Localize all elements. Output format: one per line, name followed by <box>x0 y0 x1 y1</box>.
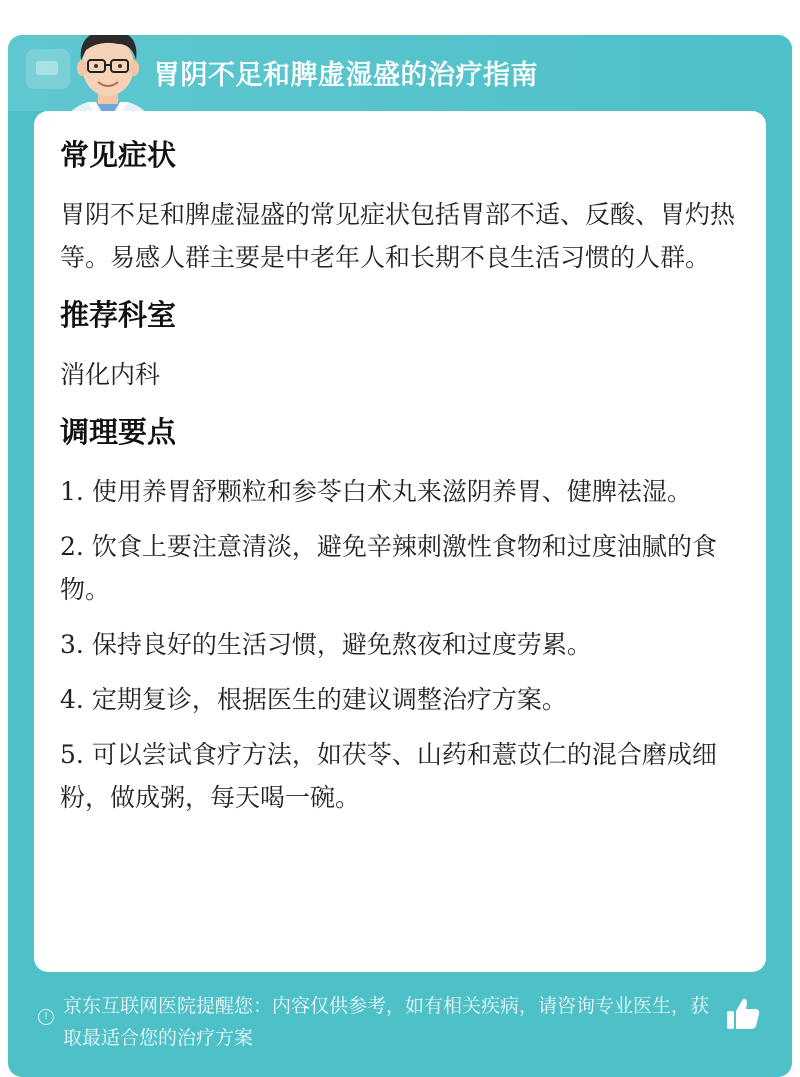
list-item-text: 保持良好的生活习惯，避免熬夜和过度劳累。 <box>91 630 592 659</box>
disclaimer-text: 京东互联网医院提醒您：内容仅供参考，如有相关疾病，请咨询专业医生，获取最适合您的治疗方案 <box>63 995 710 1049</box>
content-card <box>34 111 766 972</box>
list-item-text: 饮食上要注意清淡，避免辛辣刺激性食物和过度油腻的食物。 <box>60 532 717 604</box>
section-title-care: 调理要点 <box>60 415 177 449</box>
list-item-number: 4. <box>60 685 84 714</box>
guide-panel <box>8 35 792 1077</box>
symptoms-text: 胃阴不足和脾虚湿盛的常见症状包括胃部不适、反酸、胃灼热等。易感人群主要是中老年人和长期不良生活习惯的人群。 <box>60 200 736 272</box>
list-item-number: 1. <box>60 477 84 506</box>
page-title: 胃阴不足和脾虚湿盛的治疗指南 <box>153 60 538 91</box>
section-title-symptoms: 常见症状 <box>60 138 177 172</box>
list-item <box>60 678 744 721</box>
list-item-number: 3. <box>60 630 84 659</box>
list-item <box>60 733 744 819</box>
header-band <box>8 35 792 111</box>
list-item <box>60 525 744 611</box>
thumbs-up-icon[interactable] <box>724 995 762 1033</box>
list-item-text: 可以尝试食疗方法，如茯苓、山药和薏苡仁的混合磨成细粉，做成粥，每天喝一碗。 <box>60 740 717 812</box>
list-item <box>60 623 744 666</box>
info-icon: ! <box>38 1009 54 1025</box>
department-text: 消化内科 <box>60 360 161 389</box>
list-item-number: 5. <box>60 740 84 769</box>
list-item <box>60 470 744 513</box>
list-item-text: 定期复诊，根据医生的建议调整治疗方案。 <box>91 685 567 714</box>
section-title-department: 推荐科室 <box>60 298 177 332</box>
list-item-number: 2. <box>60 532 84 561</box>
footer <box>8 987 792 1067</box>
content-body <box>60 133 744 831</box>
list-item-text: 使用养胃舒颗粒和参苓白术丸来滋阴养胃、健脾祛湿。 <box>91 477 692 506</box>
